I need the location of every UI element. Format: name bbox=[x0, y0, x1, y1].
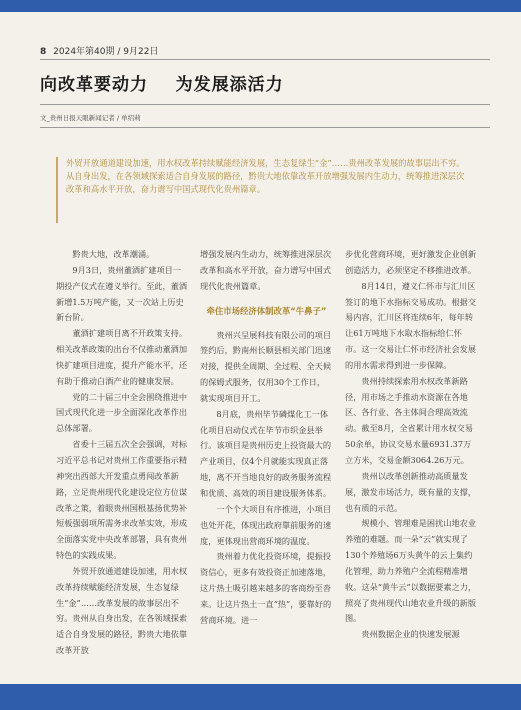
header-rule bbox=[40, 59, 490, 60]
paragraph: 贵州以改革创新推动高质量发展，激发市场活力，既有量的支撑，也有质的示范。 bbox=[345, 470, 477, 513]
paragraph: 黔贵大地，改革潮涌。 bbox=[72, 249, 155, 259]
byline: 文_贵州日报天眼新闻记者 / 单绍莉 bbox=[40, 114, 141, 122]
paragraph: 8月14日，遵义仁怀市与汇川区签订的地下水指标交易成功。根据交易内容，汇川区将连续6年，每年转让61万吨地下水取水指标给仁怀市。这一交易让仁怀市经济社会发展的用水需求得到进一步保障。 bbox=[345, 280, 477, 370]
column-2 bbox=[200, 247, 333, 629]
paragraph: 省委十三届五次全会强调，对标习近平总书记对贵州工作重要指示精神突出西部大开发重点勇闯改革新路，立足贵州现代化建设定位方位谋改革之策，着眼贵州国根基扬优势补短板强弱项所需务求改革实效，形成全面落实党中央改革部署，具有贵州特色的实践成果。 bbox=[56, 439, 188, 561]
column-3 bbox=[345, 247, 478, 643]
paragraph: 增强发展内生动力，统筹推进深层次改革和高水平开放，奋力谱写中国式现代化贵州篇章。 bbox=[200, 249, 332, 291]
paragraph: 党的二十届三中全会围绕推进中国式现代化进一步全面深化改革作出总体部署。 bbox=[56, 391, 188, 434]
paragraph: 规模小、管理难是困扰山地农业养殖的难题。而一朵“云”就实现了130个养殖场6万头黄牛的云上集约化管理，助力养殖户全流程精准增收。这朵“黄牛云”以数据要素之力，照亮了贵州现代山地农业升级的新版图。 bbox=[345, 518, 477, 624]
column-1 bbox=[56, 247, 189, 659]
paragraph: 步优化营商环境，更好激发企业创新创造活力，必须坚定不移推进改革。 bbox=[345, 249, 477, 275]
paragraph: 董酒扩建项目离不开政策支持。相关改革政策的出台不仅推动董酒加快扩建项目进度，提升产能水平，还有助于推动白酒产业的健康发展。 bbox=[56, 328, 188, 386]
lead-paragraph: 外贸开放通道建设加速，用水权改革持续赋能经济发展，生态复绿生“金”……贵州改革发展的故事层出不穷。从自身出发，在各领域探索适合自身发展的路径，黔贵大地依靠改革开放增强发展内生动力，统筹推进深层次改革和高水平开放，奋力谱写中国式现代化贵州篇章。 bbox=[56, 157, 472, 223]
paragraph: 贵州兴呈展科技有限公司的项目签约后，黔南州长顺县相关部门迅速对接，提供全周期、全过程、全天候的保姆式服务，仅用30个工作日，就实现项目开工。 bbox=[200, 329, 332, 403]
title-rule bbox=[40, 104, 490, 105]
page-number: 8 bbox=[40, 47, 47, 57]
issue-date: 2024年第40期 / 9月22日 bbox=[53, 47, 159, 57]
byline-rule bbox=[40, 127, 490, 128]
paragraph: 外贸开放通道建设加速，用水权改革持续赋能经济发展，生态复绿生“金”……改革发展的故事层出不穷。贵州从自身出发，在各领域探索适合自身发展的路径，黔贵大地依靠改革开放 bbox=[56, 565, 188, 656]
paragraph: 贵州数据企业的快速发展源 bbox=[361, 629, 460, 640]
article-title: 向改革要动力 为发展添活力 bbox=[40, 75, 284, 95]
paragraph: 贵州着力优化投资环境，提振投资信心，更多有效投资正加速落地，这片热土吸引越来越多的客商纷至沓来。让这片热土一直“热”，要靠好的营商环境。进一 bbox=[200, 551, 332, 625]
top-color-band bbox=[0, 0, 521, 12]
paragraph: 贵州持续探索用水权改革新路径，用市场之手推动水资源在各地区、各行业、各主体间合理高效流动。截至8月，全省累计用水权交易50余单，协议交易水量6931.37万立方米，交易金额3064.26万元。 bbox=[345, 375, 474, 465]
paragraph: 8月底，贵州毕节磷煤化工一体化项目启动仪式在毕节市织金县举行。该项目是贵州历史上投资最大的产业项目，仅4个月就能实现真正落地，离不开当地良好的政务服务流程和优质、高效的项目建设服务体系。 bbox=[200, 408, 332, 498]
paragraph: 9月3日，贵州董酒扩建项目一期投产仪式在遵义举行。至此，董酒新增1.5万吨产能，又一次站上历史新台阶。 bbox=[56, 264, 188, 323]
running-header bbox=[40, 44, 158, 57]
paragraph: 一个个大项目有序推进，小项目也处开花，体现出政府靠前服务的速度，更体现出营商环境的温度。 bbox=[200, 503, 332, 546]
section-subhead: 牵住市场经济体制改革“牛鼻子” bbox=[206, 305, 327, 316]
bottom-color-band bbox=[0, 684, 521, 710]
